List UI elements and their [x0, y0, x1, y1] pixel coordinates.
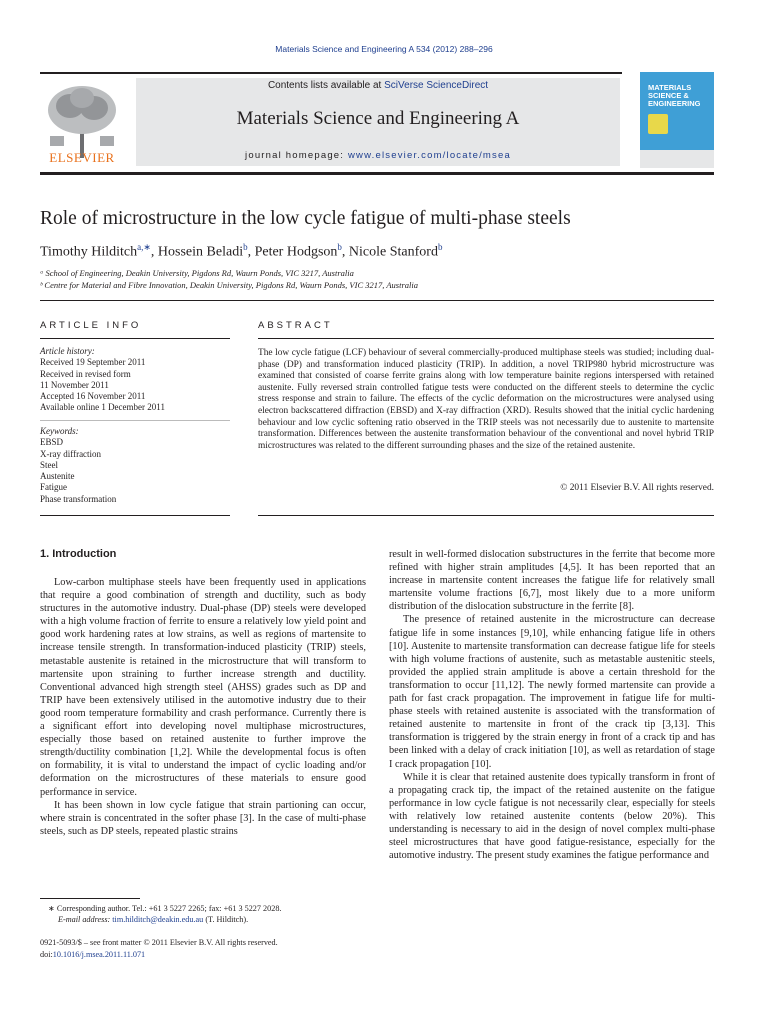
journal-cover-image	[640, 72, 714, 168]
affiliation-a: ᵃ School of Engineering, Deakin University, Pigdons Rd, Waurn Ponds, VIC 3217, Australia	[40, 268, 354, 278]
keyword-item: Steel	[40, 459, 58, 470]
journal-name: Materials Science and Engineering A	[236, 108, 520, 129]
history-item: Available online 1 December 2011	[40, 402, 165, 413]
affiliation-b: ᵇ Centre for Material and Fibre Innovation, Deakin University, Pigdons Rd, Waurn Ponds, VIC 3217, Australia	[40, 280, 418, 290]
article-info-heading: ARTICLE INFO	[40, 320, 142, 331]
author-affil-marker[interactable]: a,∗	[137, 242, 151, 252]
author-affil-marker[interactable]: b	[437, 242, 443, 252]
author-name: Hossein Beladi	[157, 244, 244, 260]
paragraph: It has been shown in low cycle fatigue that strain partioning can occur, where strain is concentrated in the softer phase [3]. In the case of multi-phase steels, such as DP steels, repeated plastic strains	[40, 799, 366, 837]
abstract-text: The low cycle fatigue (LCF) behaviour of several commercially-produced multiphase steels was studied; including dual-phase (DP) and transformation induced plasticity (TRIP). In addition, a novel TRIP980 hybrid microstructure was examined that consisted of coarse ferrite grains along with low temperature bainite regions interspersed with retained austenite. Fully reversed strain controlled fatigue tests were conducted on the different steels to determine the cyclic stress response and strain to failure. The effects of the cyclic deformation on the microstructures were analysed using electron backscattered diffraction (EBSD) and X-ray diffraction (XRD). Results showed that the initial cyclic hardening behaviour and low cyclic softening ratio observed in the TRIP steels was not necessarily due to austenite to martensite transformation. Differences between the austenite transformation behaviour of the conventional and novel hybrid TRIP microstructures was related to the different surrounding phases and the size of the retained austenite.	[258, 348, 714, 451]
cover-title: MATERIALS SCIENCE & ENGINEERING	[648, 83, 701, 108]
header-top-rule	[40, 72, 622, 74]
author-affil-marker[interactable]: b	[337, 242, 342, 252]
elsevier-wordmark: ELSEVIER	[49, 150, 115, 165]
journal-citation[interactable]: Materials Science and Engineering A 534 (2012) 288–296	[275, 44, 493, 54]
keywords-block	[40, 426, 230, 505]
email-link[interactable]: tim.hilditch@deakin.edu.au	[112, 914, 204, 924]
abstract-bottom-rule	[258, 515, 714, 516]
history-item: Accepted 16 November 2011	[40, 391, 146, 402]
author-separator: ,	[150, 244, 158, 260]
keyword-item: Phase transformation	[40, 493, 117, 504]
issn-line: 0921-5093/$ – see front matter © 2011 Elsevier B.V. All rights reserved.	[40, 938, 278, 947]
sciencedirect-link[interactable]: SciVerse ScienceDirect	[384, 80, 489, 91]
article-history	[40, 346, 230, 414]
keyword-item: Fatigue	[40, 482, 67, 493]
doi-link[interactable]: 10.1016/j.msea.2011.11.071	[52, 950, 146, 959]
author-name: Nicole Stanford	[348, 244, 438, 260]
author-name: Peter Hodgson	[254, 244, 338, 260]
article-title: Role of microstructure in the low cycle fatigue of multi-phase steels	[40, 208, 571, 229]
corresponding-author-note	[48, 904, 388, 925]
abstract-heading: ABSTRACT	[258, 320, 333, 331]
contents-line	[136, 80, 620, 91]
contents-prefix: Contents lists available at	[267, 80, 382, 91]
email-line	[48, 915, 388, 926]
paragraph: While it is clear that retained austenite does typically transform in front of a propagating crack tip, the impact of the retained austenite on the fatigue performance in low cycle fatigue is not necessarily clear, especially for steels with relatively low retained austenite contents (below 20%). This understanding is necessary to aid in the design of novel complex multi-phase steel microstructures that have good fatigue-resistance, especially for the automotive industry. The present study examines the fatigue performance and	[389, 771, 715, 862]
info-bottom-rule	[40, 515, 230, 516]
section-divider	[40, 300, 714, 301]
history-item: Received in revised form	[40, 368, 131, 379]
footnote-rule	[40, 898, 140, 899]
body-column-left	[40, 576, 366, 838]
history-item: Received 19 September 2011	[40, 357, 146, 368]
author-list	[40, 242, 740, 261]
cover-artwork	[648, 114, 668, 134]
keywords-label: Keywords:	[40, 426, 79, 436]
keyword-item: X-ray diffraction	[40, 448, 102, 459]
abstract-copyright: © 2011 Elsevier B.V. All rights reserved.	[560, 483, 714, 493]
paragraph: Low-carbon multiphase steels have been frequently used in applications that require a good combination of strength and ductility, such as body structures in the automotive industry. Dual-phase (DP) steels were developed with a high volume fraction of ferrite to ensure a relatively low yield point and good work hardening rates at low strains, as well as regions of martensite to increase tensile strength. In transformation-induced plasticity (TRIP) steels, metastable austenite is retained in the microstructure that will transform to martensite upon straining to further increase strength and ductility. Conventional advanced high strength steel (AHSS) grades such as DP and TRIP have been extensively utilised in the automotive industry due to their good room temperature formability and crash performance. Currently there is a significant effort into developing novel multiphase microstructures, especially those based on retained austenite to further improve the strength/ductility combination [1,2]. While the developmental focus is often on formability, it is vital to understand the impact of cyclic loading and/or deformation on the microstructures of these materials to ensure good performance in service.	[40, 577, 366, 798]
section-heading-introduction: 1. Introduction	[40, 548, 117, 560]
history-item: 11 November 2011	[40, 379, 109, 390]
paragraph: The presence of retained austenite in the microstructure can decrease fatigue life in some instances [9,10], while enhancing fatigue life in others [10]. Austenite to martensite transformation can decrease fatigue life for steels with high volume fractions of austenite, such as metastable austenitic steels, provided the applied strain amplitude is above a certain threshold for the transformation to occur [11,12]. The newly formed martensite can provide a path for fast crack propagation. The improvement in fatigue life for multi-phase steels with retained austenite is associated with the transformation of retained austenite to martensite in front of the crack tip [3,13]. This transformation is triggered by the strain energy in front of a crack tip and has been linked with a delay of crack initiation [10], as well as retardation of stage I crack propagation [10].	[389, 614, 715, 770]
author-separator: ,	[341, 244, 349, 260]
author-name: Timothy Hilditch	[40, 244, 138, 260]
cover-footer	[640, 150, 714, 168]
corresponding-author-text: ∗ Corresponding author. Tel.: +61 3 5227 2265; fax: +61 3 5227 2028.	[48, 904, 282, 913]
email-suffix: (T. Hilditch).	[205, 914, 249, 924]
abstract-rule	[258, 338, 714, 339]
homepage-link[interactable]: www.elsevier.com/locate/msea	[347, 150, 511, 161]
journal-homepage-line	[136, 150, 620, 161]
keyword-item: EBSD	[40, 437, 64, 448]
body-column-right	[389, 548, 715, 862]
header-bottom-rule	[40, 172, 714, 175]
homepage-prefix: journal homepage:	[245, 150, 345, 161]
history-label: Article history:	[40, 346, 95, 356]
doi-line	[40, 950, 380, 961]
author-separator: ,	[247, 244, 255, 260]
author-affil-marker[interactable]: b	[243, 242, 248, 252]
article-info-rule	[40, 338, 230, 339]
paragraph: result in well-formed dislocation substructures in the ferrite that become more refined with higher strain amplitudes [4,5]. It has been reported that an increase in martensite content increases the fatigue life for relatively small martensite volume fractions [6,7], most likely due to a more uniform distribution of the dislocation substructure in the ferrite [8].	[389, 549, 715, 613]
keywords-rule	[40, 420, 230, 421]
email-label: E-mail address:	[58, 914, 111, 924]
doi-label: doi:	[40, 950, 53, 959]
keyword-item: Austenite	[40, 471, 75, 482]
